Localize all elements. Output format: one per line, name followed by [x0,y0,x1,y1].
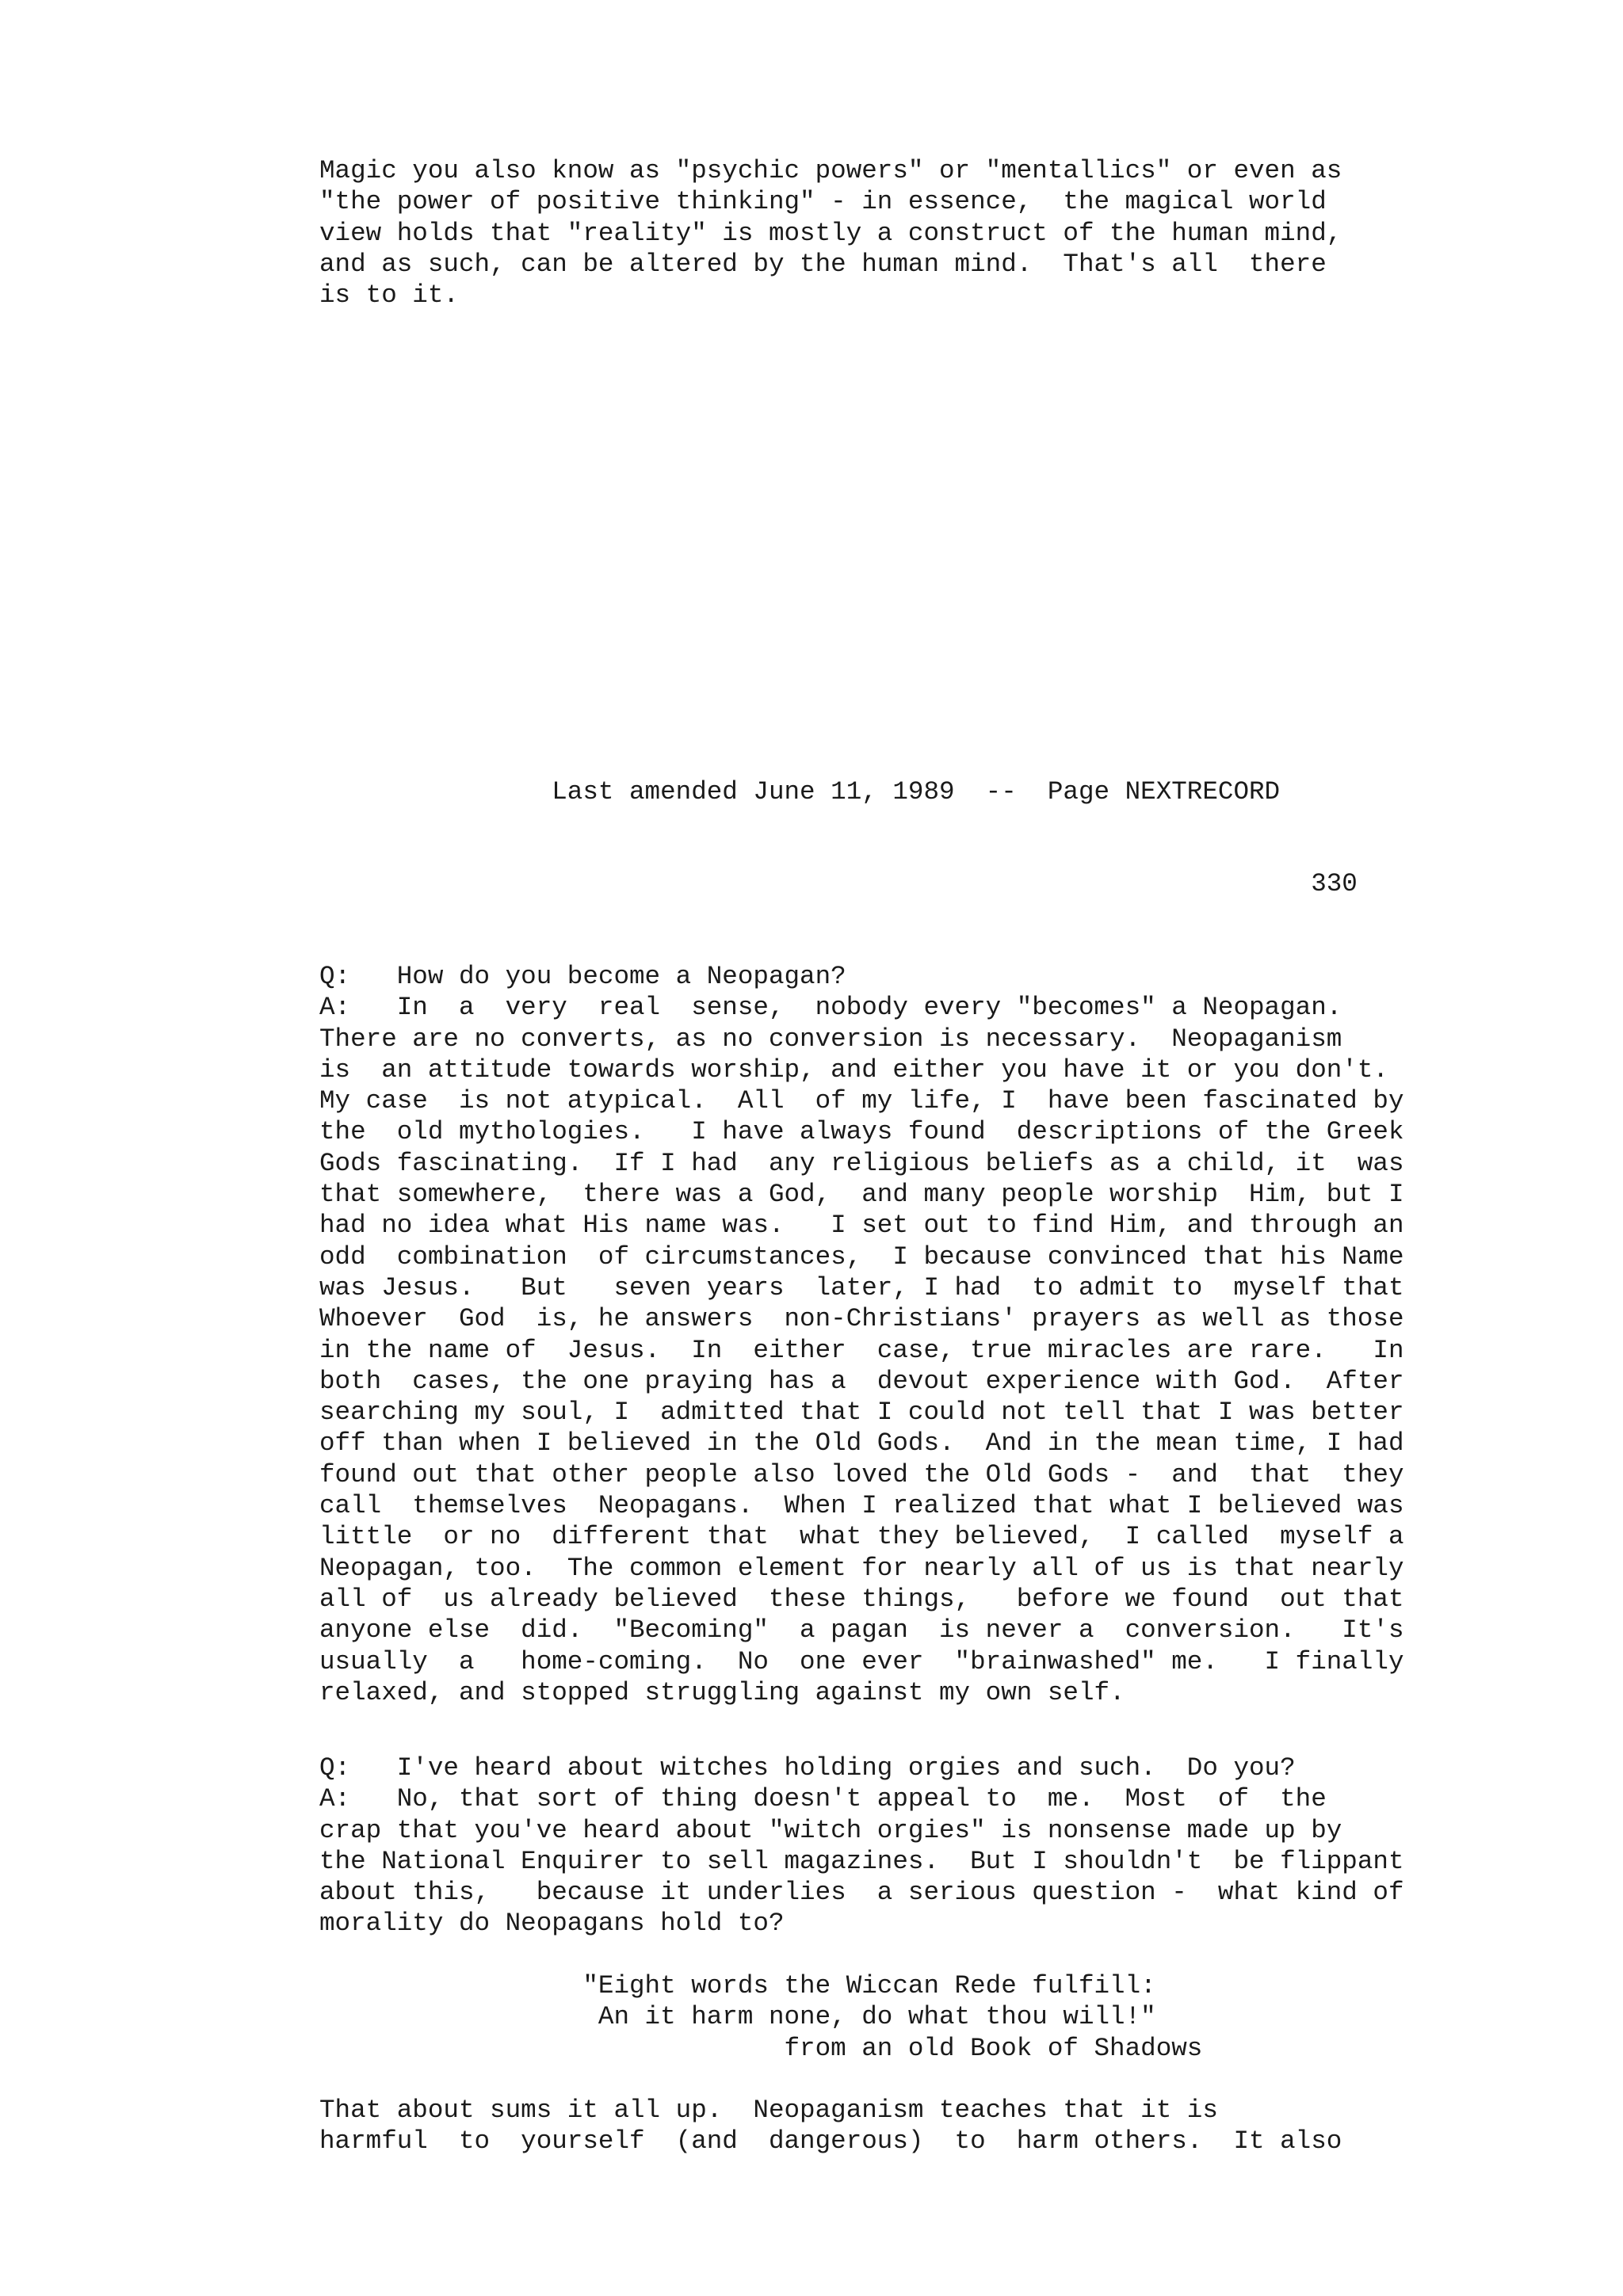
qa-become-neopagan: Q: How do you become a Neopagan? A: In a very real sense, nobody every "becomes" a Neopagan. There are no converts, as no conversion is necessary. Neopaganism is an attitude towards worship, and either you have it or you don't. My case is not atypical. All of my life, I have been fascinated by the old mythologies. I have always found descriptions of the Greek Gods fascinating. If I had any religious beliefs as a child, it was that somewhere, there was a God, and many people worship Him, but I had no idea what His name was. I set out to find Him, and through an odd combination of circumstances, I because convinced that his Name was Jesus. But seven years later, I had to admit to myself that Whoever God is, he answers non-Christians' prayers as well as those in the name of Jesus. In either case, true miracles are rare. In both cases, the one praying has a devout experience with God. After searching my soul, I admitted that I could not tell that I was better off than when I believed in the Old Gods. And in the mean time, I had found out that other people also loved the Old Gods - and that they call themselves Neopagans. When I realized that what I believed was little or no different that what they believed, I called myself a Neopagan, too. The common element for nearly all of us is that nearly all of us already believed these things, before we found out that anyone else did. "Becoming" a pagan is never a conversion. It's usually a home-coming. No one ever "brainwashed" me. I finally relaxed, and stopped struggling against my own self. [319,962,1404,1707]
qa-witch-orgies: Q: I've heard about witches holding orgies and such. Do you? A: No, that sort of thing doesn't appeal to me. Most of the crap that you've heard about "witch orgies" is nonsense made up by the National Enquirer to sell magazines. But I shouldn't be flippant about this, because it underlies a serious question - what kind of morality do Neopagans hold to? [319,1753,1404,1939]
top-paragraph: Magic you also know as "psychic powers" or "mentallics" or even as "the power of positive thinking" - in essence, the magical world view holds that "reality" is mostly a construct of the human mind, and as such, can be altered by the human mind. That's all there is to it. [319,156,1342,311]
closing-paragraph: That about sums it all up. Neopaganism teaches that it is harmful to yourself (and dangerous) to harm others. It also [319,2096,1342,2157]
page-number: 330 [319,869,1358,898]
wiccan-rede-quote: "Eight words the Wiccan Rede fulfill: An it harm none, do what thou will!" from an old Book of Shadows [582,1971,1203,2063]
page-footer-amended-line: Last amended June 11, 1989 -- Page NEXTRECORD [319,777,1281,807]
